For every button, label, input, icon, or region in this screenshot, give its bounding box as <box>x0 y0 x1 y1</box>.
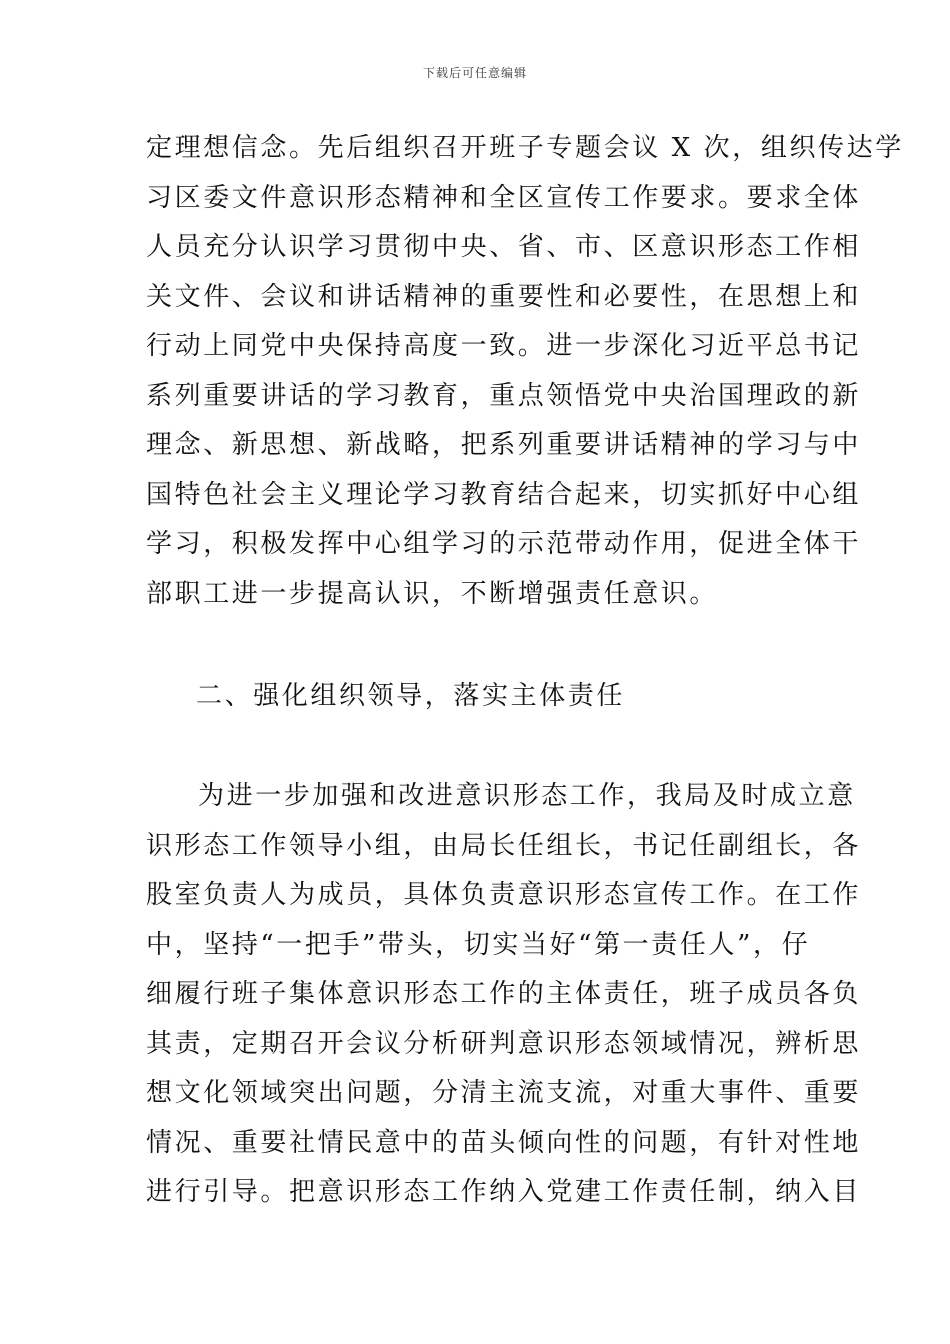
paragraph-line: 人员充分认识学习贯彻中央、省、市、区意识形态工作相 <box>146 232 862 262</box>
paragraph-line: 部职工进一步提高认识，不断增强责任意识。 <box>146 578 719 609</box>
paragraph-line: 识形态工作领导小组，由局长任组长，书记任副组长，各 <box>146 830 862 861</box>
paragraph-line: 为进一步加强和改进意识形态工作，我局及时成立意 <box>198 781 856 811</box>
paragraph-line: 其责，定期召开会议分析研判意识形态领域情况，辨析思 <box>146 1028 862 1059</box>
paragraph-line: 定理想信念。先后组织召开班子专题会议 X 次，组织传达学 <box>146 133 904 163</box>
paragraph-2 <box>146 772 862 1218</box>
paragraph-line: 习区委文件意识形态精神和全区宣传工作要求。要求全体 <box>146 182 862 213</box>
paragraph-line: 想文化领域突出问题，分清主流支流，对重大事件、重要 <box>146 1078 862 1108</box>
paragraph-line: 系列重要讲话的学习教育，重点领悟党中央治国理政的新 <box>146 380 862 411</box>
section-heading: 二、强化组织领导，落实主体责任 <box>196 681 626 711</box>
paragraph-line: 情况、重要社情民意中的苗头倾向性的问题，有针对性地 <box>146 1127 862 1158</box>
paragraph-line: 行动上同党中央保持高度一致。进一步深化习近平总书记 <box>146 331 862 361</box>
paragraph-line: 股室负责人为成员，具体负责意识形态宣传工作。在工作 <box>146 880 862 910</box>
paragraph-line: 进行引导。把意识形态工作纳入党建工作责任制，纳入目 <box>146 1177 862 1207</box>
paragraph-line: 学习，积极发挥中心组学习的示范带动作用，促进全体干 <box>146 529 862 559</box>
paragraph-line: 中，坚持“一把手”带头，切实当好“第一责任人”，仔 <box>146 929 811 960</box>
paragraph-line: 理念、新思想、新战略，把系列重要讲话精神的学习与中 <box>146 430 862 460</box>
paragraph-line: 关文件、会议和讲话精神的重要性和必要性，在思想上和 <box>146 281 862 312</box>
paragraph-line: 细履行班子集体意识形态工作的主体责任，班子成员各负 <box>146 979 862 1009</box>
paragraph-1 <box>146 124 904 619</box>
paragraph-line: 国特色社会主义理论学习教育结合起来，切实抓好中心组 <box>146 479 862 510</box>
header-note: 下载后可任意编辑 <box>422 66 527 80</box>
